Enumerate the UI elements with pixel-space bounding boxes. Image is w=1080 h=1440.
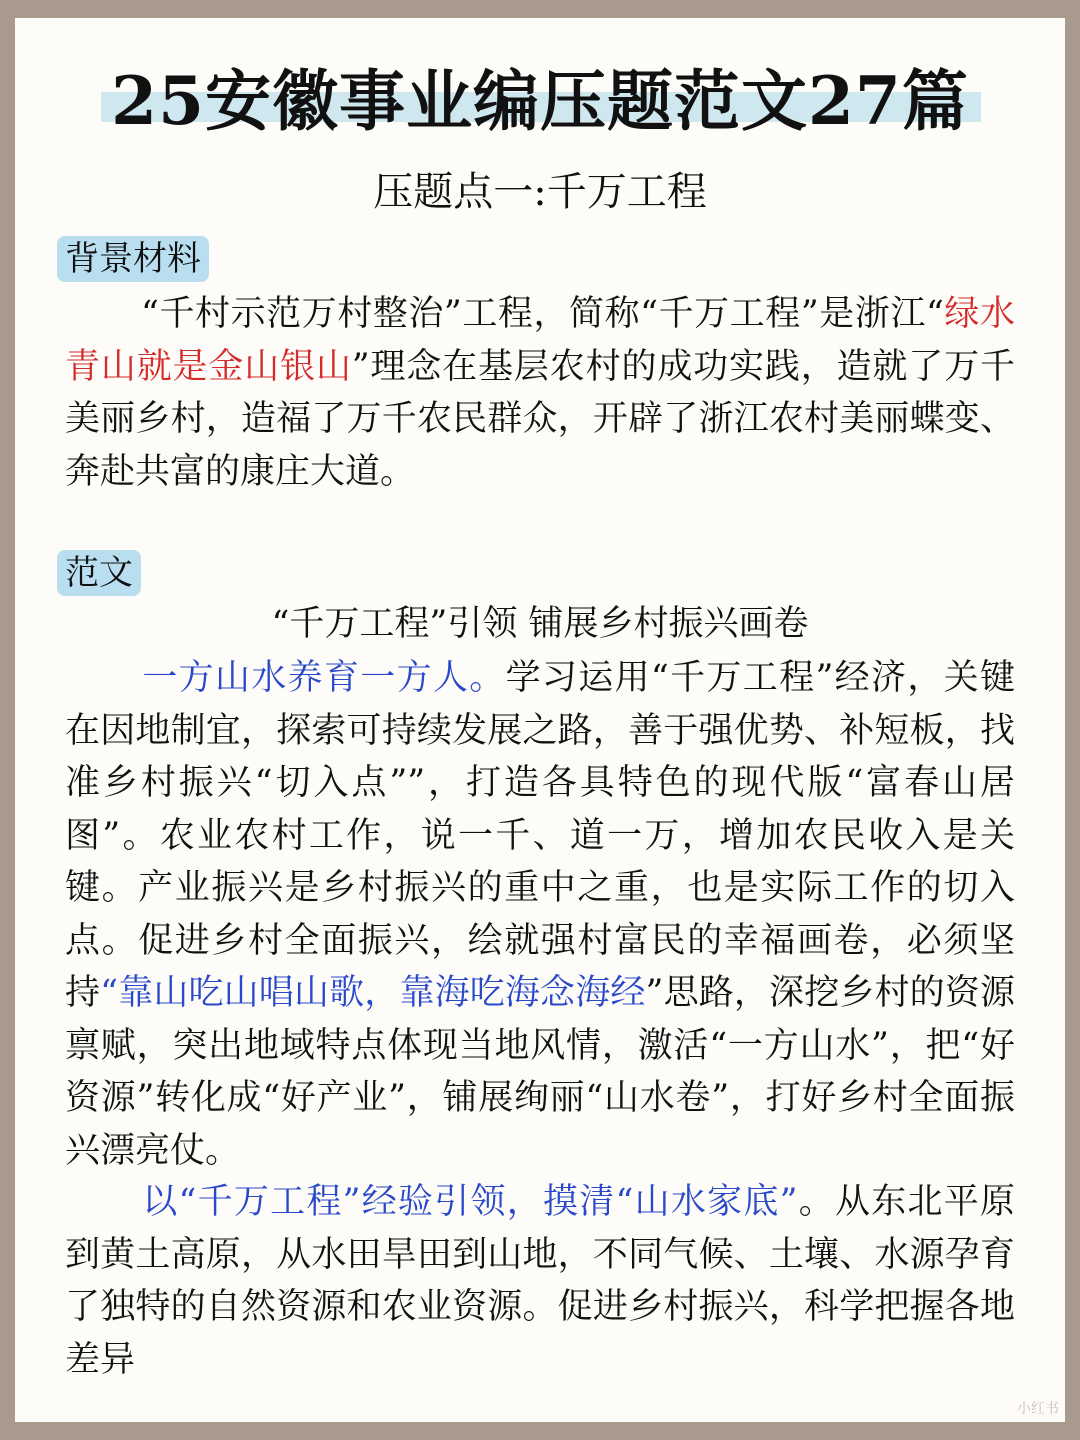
essay-p2-text: 。从东北平原到黄土高原，从水田旱田到山地，不同气候、土壤、水源孕育了独特的自然资源和农业资源。促进乡村振兴，科学把握各地差异 (65, 1182, 1015, 1380)
essay-p1-lead: 一方山水养育一方人。 (141, 658, 506, 698)
essay-p2-lead: 以“千万工程”经验引领，摸清“山水家底” (141, 1182, 798, 1222)
essay-paragraph-2 (65, 1176, 1015, 1386)
essay-p1-mid-highlight: “靠山吃山唱山歌，靠海吃海念海经 (100, 973, 646, 1013)
essay-title: “千万工程”引领 铺展乡村振兴画卷 (271, 604, 809, 644)
title-wrap (15, 58, 1065, 144)
essay-paragraph-1 (65, 652, 1015, 1177)
background-text-start: “千村示范万村整治”工程，简称“千万工程”是浙江“ (141, 294, 944, 334)
essay-p1-text-a: 学习运用“千万工程”经济，关键在因地制宜，探索可持续发展之路，善于强优势、补短板，找准乡村振兴“切入点””，打造各具特色的现代版“富春山居图”。农业农村工作，说一千、道一万，增加农民收入是关键。产业振兴是乡村振兴的重中之重，也是实际工作的切入点。促进乡村全面振兴，绘就强村富民的幸福画卷，必须坚持 (65, 658, 1015, 1013)
background-paragraph (65, 288, 1015, 498)
watermark: 小红书 (1017, 1401, 1059, 1417)
essay-p1-text-b: ”思路，深挖乡村的资源禀赋，突出地域特点体现当地风情，激活“一方山水”，把“好资源”转化成“好产业”，铺展绚丽“山水卷”，打好乡村全面振兴漂亮仗。 (65, 973, 1015, 1171)
background-tag: 背景材料 (57, 236, 209, 282)
essay-tag: 范文 (57, 550, 141, 596)
background-highlight-red: 绿水青山就是金山银山 (65, 294, 1015, 387)
document-page (15, 18, 1065, 1422)
background-text-end: ”理念在基层农村的成功实践，造就了万千美丽乡村，造福了万千农民群众，开辟了浙江农村美丽蝶变、奔赴共富的康庄大道。 (65, 346, 1015, 492)
page-title: 25安徽事业编压题范文27篇 (111, 62, 969, 140)
subtitle: 压题点一:千万工程 (373, 169, 707, 215)
